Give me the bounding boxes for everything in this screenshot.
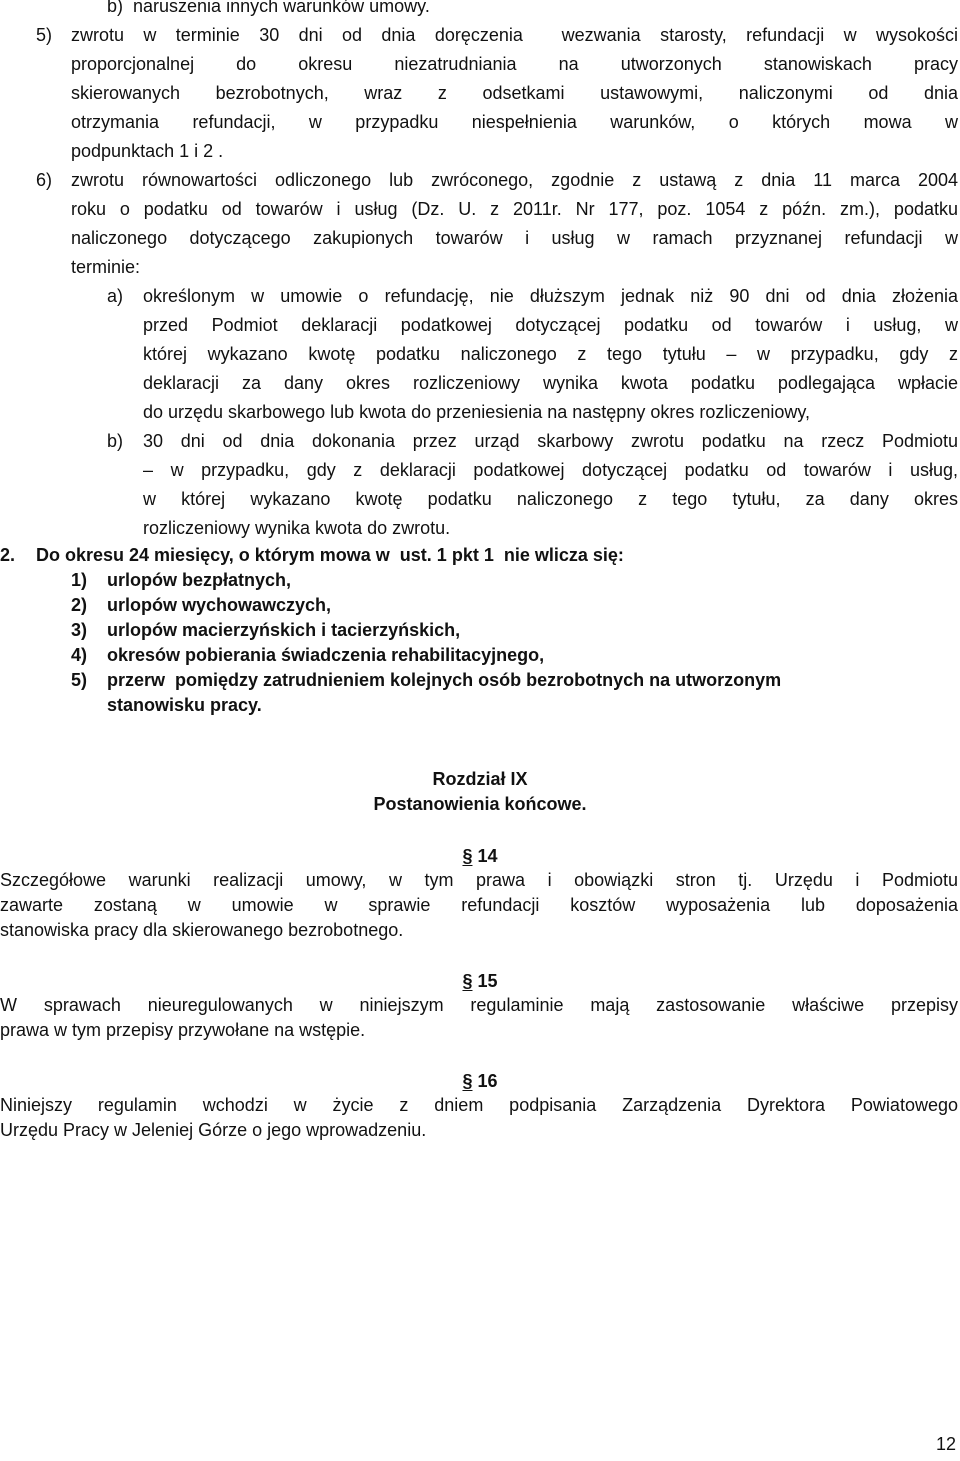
sub-a-line-4: deklaracji za dany okres rozliczeniowy wynika kwota podatku podlegająca wpłacie xyxy=(143,373,958,393)
paragraph-16-line-1: Niniejszy regulamin wchodzi w życie z dniem podpisania Zarządzenia Dyrektora Powiatowego xyxy=(0,1095,958,1115)
page-number: 12 xyxy=(935,1434,956,1454)
section-2-item-4-number: 4) xyxy=(71,645,88,665)
section-2-item-5-continuation: stanowisku pracy. xyxy=(107,695,262,715)
paragraph-symbol: § xyxy=(462,846,473,866)
paragraph-number: 16 xyxy=(477,1071,498,1091)
chapter-title: Rozdział IX xyxy=(432,769,528,789)
paragraph-number: 15 xyxy=(477,971,498,991)
item-6-number: 6) xyxy=(36,170,53,190)
paragraph-symbol: § xyxy=(462,1071,473,1091)
section-2-item-3-number: 3) xyxy=(71,620,88,640)
section-2-item-5-number: 5) xyxy=(71,670,88,690)
sub-b-line-1: 30 dni od dnia dokonania przez urząd skarbowy zwrotu podatku na rzecz Podmiotu xyxy=(143,431,958,451)
section-2-number: 2. xyxy=(0,545,16,565)
paragraph-number: 14 xyxy=(477,846,498,866)
paragraph-14-line-3: stanowiska pracy dla skierowanego bezrobotnego. xyxy=(0,920,404,940)
sub-a-letter: a) xyxy=(107,286,124,306)
item-6-line-4: terminie: xyxy=(71,257,141,277)
item-5-line-5: podpunktach 1 i 2 . xyxy=(71,141,224,161)
item-b-line: b) naruszenia innych warunków umowy. xyxy=(107,0,430,16)
section-2-item-4-text: okresów pobierania świadczenia rehabilitacyjnego, xyxy=(107,645,545,665)
item-6-line-2: roku o podatku od towarów i usług (Dz. U. z 2011r. Nr 177, poz. 1054 z późn. zm.), podatku xyxy=(71,199,958,219)
sub-b-letter: b) xyxy=(107,431,124,451)
paragraph-15-line-1: W sprawach nieuregulowanych w niniejszym regulaminie mają zastosowanie właściwe przepisy xyxy=(0,995,958,1015)
item-6-line-3: naliczonego dotyczącego zakupionych towarów i usług w ramach przyznanej refundacji w xyxy=(71,228,958,248)
section-2-heading: Do okresu 24 miesięcy, o którym mowa w ust. 1 pkt 1 nie wlicza się: xyxy=(36,545,624,565)
section-2-item-3-text: urlopów macierzyńskich i tacierzyńskich, xyxy=(107,620,461,640)
paragraph-14-line-2: zawarte zostaną w umowie w sprawie refundacji kosztów wyposażenia lub doposażenia xyxy=(0,895,958,915)
sub-a-line-5: do urzędu skarbowego lub kwota do przeniesienia na następny okres rozliczeniowy, xyxy=(143,402,811,422)
sub-b-line-2: – w przypadku, gdy z deklaracji podatkowej dotyczącej podatku od towarów i usług, xyxy=(143,460,958,480)
paragraph-16-line-2: Urzędu Pracy w Jeleniej Górze o jego wprowadzeniu. xyxy=(0,1120,427,1140)
sub-a-line-3: której wykazano kwotę podatku naliczonego z tego tytułu – w przypadku, gdy z xyxy=(143,344,958,364)
section-2-item-5-text: przerw pomiędzy zatrudnieniem kolejnych osób bezrobotnych na utworzonym xyxy=(107,670,782,690)
sub-a-line-2: przed Podmiot deklaracji podatkowej dotyczącej podatku od towarów i usług, w xyxy=(143,315,958,335)
section-2-item-2-text: urlopów wychowawczych, xyxy=(107,595,332,615)
item-5-line-1: zwrotu w terminie 30 dni od dnia doręczenia wezwania starosty, refundacji w wysokości xyxy=(71,25,958,45)
paragraph-14-line-1: Szczegółowe warunki realizacji umowy, w tym prawa i obowiązki stron tj. Urzędu i Podmiotu xyxy=(0,870,958,890)
section-2-item-1-number: 1) xyxy=(71,570,88,590)
section-2-item-2-number: 2) xyxy=(71,595,88,615)
item-5-line-3: skierowanych bezrobotnych, wraz z odsetkami ustawowymi, naliczonymi od dnia xyxy=(71,83,958,103)
chapter-subtitle: Postanowienia końcowe. xyxy=(373,794,587,814)
sub-a-line-1: określonym w umowie o refundację, nie dłuższym jednak niż 90 dni od dnia złożenia xyxy=(143,286,958,306)
item-5-number: 5) xyxy=(36,25,53,45)
section-2-item-1-text: urlopów bezpłatnych, xyxy=(107,570,292,590)
item-5-line-4: otrzymania refundacji, w przypadku niespełnienia warunków, o których mowa w xyxy=(71,112,958,132)
item-6-line-1: zwrotu równowartości odliczonego lub zwróconego, zgodnie z ustawą z dnia 11 marca 2004 xyxy=(71,170,958,190)
sub-b-line-3: w której wykazano kwotę podatku naliczonego z tego tytułu, za dany okres xyxy=(143,489,958,509)
paragraph-15-line-2: prawa w tym przepisy przywołane na wstępie. xyxy=(0,1020,366,1040)
sub-b-line-4: rozliczeniowy wynika kwota do zwrotu. xyxy=(143,518,451,538)
item-5-line-2: proporcjonalnej do okresu niezatrudniania na utworzonych stanowiskach pracy xyxy=(71,54,958,74)
paragraph-symbol: § xyxy=(462,971,473,991)
